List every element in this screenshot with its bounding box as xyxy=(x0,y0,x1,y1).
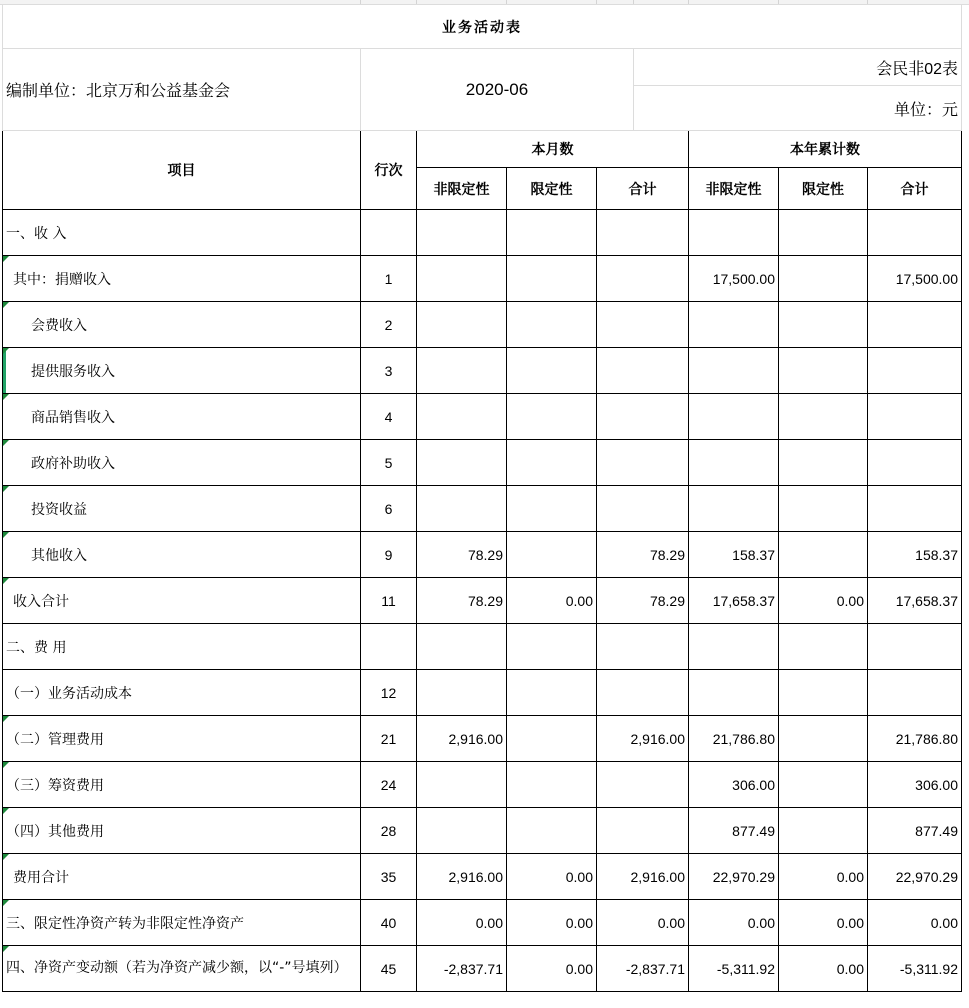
cell-year-unrestricted[interactable] xyxy=(689,394,779,440)
row-item[interactable]: 收入合计 xyxy=(3,578,361,624)
table-row xyxy=(3,486,962,532)
row-item[interactable]: 二、费 用 xyxy=(3,624,361,670)
header-month-unrestricted[interactable]: 非限定性 xyxy=(417,168,507,210)
comment-marker-icon xyxy=(3,716,9,722)
row-item[interactable]: 四、净资产变动额（若为净资产减少额，以“-”号填列） xyxy=(3,946,361,992)
header-month-total[interactable]: 合计 xyxy=(597,168,689,210)
table-row xyxy=(3,762,962,808)
cell-year-restricted[interactable] xyxy=(779,394,868,440)
table-row xyxy=(3,440,962,486)
cell-month-restricted[interactable]: 0.00 xyxy=(507,946,597,992)
cell-month-restricted[interactable] xyxy=(507,532,597,578)
cell-year-restricted[interactable] xyxy=(779,670,868,716)
cell-month-total[interactable]: 2,916.00 xyxy=(597,854,689,900)
cell-year-unrestricted[interactable]: 22,970.29 xyxy=(689,854,779,900)
comment-marker-icon xyxy=(3,578,9,584)
row-item[interactable]: 商品销售收入 xyxy=(3,394,361,440)
cell-year-total[interactable] xyxy=(868,210,962,256)
cell-month-unrestricted[interactable] xyxy=(417,440,507,486)
table-row xyxy=(3,394,962,440)
row-item[interactable]: 三、限定性净资产转为非限定性净资产 xyxy=(3,900,361,946)
comment-marker-icon xyxy=(3,394,9,400)
header-month[interactable]: 本月数 xyxy=(417,131,689,168)
cell-month-unrestricted[interactable] xyxy=(417,808,507,854)
header-month-restricted[interactable]: 限定性 xyxy=(507,168,597,210)
row-line[interactable]: 5 xyxy=(361,440,417,486)
header-year-restricted[interactable]: 限定性 xyxy=(779,168,868,210)
cell-year-unrestricted[interactable] xyxy=(689,210,779,256)
comment-marker-icon xyxy=(3,256,9,262)
comment-marker-icon xyxy=(3,532,9,538)
cell-year-restricted[interactable] xyxy=(779,302,868,348)
cell-month-total[interactable] xyxy=(597,670,689,716)
table-row xyxy=(3,716,962,762)
cell-year-unrestricted[interactable]: 306.00 xyxy=(689,762,779,808)
cell-year-total[interactable]: 21,786.80 xyxy=(868,716,962,762)
row-item[interactable]: 其中：捐赠收入 xyxy=(3,256,361,302)
cell-month-restricted[interactable]: 0.00 xyxy=(507,854,597,900)
table-row xyxy=(3,808,962,854)
row-item[interactable]: 一、收 入 xyxy=(3,210,361,256)
cell-month-total[interactable]: 2,916.00 xyxy=(597,716,689,762)
row-line[interactable]: 9 xyxy=(361,532,417,578)
comment-marker-icon xyxy=(3,440,9,446)
cell-year-total[interactable]: 306.00 xyxy=(868,762,962,808)
cell-year-total[interactable]: -5,311.92 xyxy=(868,946,962,992)
cell-month-total[interactable] xyxy=(597,762,689,808)
cell-year-unrestricted[interactable]: 21,786.80 xyxy=(689,716,779,762)
comment-marker-icon xyxy=(3,946,9,952)
cell-month-unrestricted[interactable] xyxy=(417,670,507,716)
comment-marker-icon xyxy=(3,854,9,860)
row-line[interactable]: 6 xyxy=(361,486,417,532)
cell-year-restricted[interactable]: 0.00 xyxy=(779,946,868,992)
cell-year-total[interactable] xyxy=(868,440,962,486)
form-code-cell[interactable]: 会民非02表 xyxy=(634,49,962,86)
cell-year-unrestricted[interactable]: 17,500.00 xyxy=(689,256,779,302)
table-row xyxy=(3,578,962,624)
comment-marker-icon xyxy=(3,486,9,492)
cell-month-unrestricted[interactable]: -2,837.71 xyxy=(417,946,507,992)
cell-year-restricted[interactable] xyxy=(779,256,868,302)
row-item[interactable]: （一）业务活动成本 xyxy=(3,670,361,716)
table-row xyxy=(3,302,962,348)
cell-month-unrestricted[interactable] xyxy=(417,302,507,348)
cell-month-unrestricted[interactable]: 2,916.00 xyxy=(417,854,507,900)
cell-year-unrestricted[interactable]: 17,658.37 xyxy=(689,578,779,624)
header-year-unrestricted[interactable]: 非限定性 xyxy=(689,168,779,210)
cell-month-total[interactable] xyxy=(597,440,689,486)
cell-month-total[interactable] xyxy=(597,348,689,394)
row-item[interactable]: 费用合计 xyxy=(3,854,361,900)
table-row xyxy=(3,670,962,716)
cell-month-restricted[interactable] xyxy=(507,624,597,670)
cell-month-total[interactable] xyxy=(597,486,689,532)
cell-month-unrestricted[interactable]: 2,916.00 xyxy=(417,716,507,762)
cell-month-restricted[interactable] xyxy=(507,486,597,532)
business-activity-sheet xyxy=(2,4,962,992)
cell-year-unrestricted[interactable] xyxy=(689,348,779,394)
header-year-total[interactable]: 合计 xyxy=(868,168,962,210)
header-row-no[interactable]: 行次 xyxy=(361,131,417,210)
row-item[interactable]: 政府补助收入 xyxy=(3,440,361,486)
cell-month-restricted[interactable]: 0.00 xyxy=(507,578,597,624)
selection-indicator xyxy=(3,348,6,393)
cell-year-restricted[interactable] xyxy=(779,624,868,670)
header-item[interactable]: 项目 xyxy=(3,131,361,210)
cell-month-restricted[interactable] xyxy=(507,302,597,348)
cell-month-restricted[interactable] xyxy=(507,348,597,394)
cell-month-total[interactable]: -2,837.71 xyxy=(597,946,689,992)
table-row xyxy=(3,256,962,302)
cell-month-unrestricted[interactable] xyxy=(417,256,507,302)
table-row xyxy=(3,946,962,992)
cell-month-total[interactable] xyxy=(597,210,689,256)
cell-year-unrestricted[interactable] xyxy=(689,302,779,348)
row-line[interactable]: 12 xyxy=(361,670,417,716)
cell-month-unrestricted[interactable] xyxy=(417,394,507,440)
cell-month-unrestricted[interactable] xyxy=(417,348,507,394)
cell-month-unrestricted[interactable] xyxy=(417,762,507,808)
cell-month-total[interactable] xyxy=(597,394,689,440)
cell-month-total[interactable] xyxy=(597,624,689,670)
cell-month-restricted[interactable] xyxy=(507,670,597,716)
cell-year-restricted[interactable] xyxy=(779,486,868,532)
cell-year-unrestricted[interactable]: 877.49 xyxy=(689,808,779,854)
cell-month-restricted[interactable] xyxy=(507,716,597,762)
cell-month-restricted[interactable] xyxy=(507,440,597,486)
cell-month-unrestricted[interactable]: 78.29 xyxy=(417,532,507,578)
row-line[interactable]: 28 xyxy=(361,808,417,854)
cell-month-total[interactable] xyxy=(597,302,689,348)
cell-year-restricted[interactable]: 0.00 xyxy=(779,578,868,624)
cell-year-restricted[interactable] xyxy=(779,532,868,578)
cell-year-restricted[interactable] xyxy=(779,716,868,762)
cell-year-unrestricted[interactable]: -5,311.92 xyxy=(689,946,779,992)
cell-month-unrestricted[interactable] xyxy=(417,486,507,532)
row-item[interactable]: 提供服务收入 xyxy=(3,348,361,394)
cell-month-total[interactable]: 0.00 xyxy=(597,900,689,946)
cell-year-unrestricted[interactable]: 0.00 xyxy=(689,900,779,946)
cell-month-restricted[interactable] xyxy=(507,256,597,302)
cell-month-unrestricted[interactable] xyxy=(417,210,507,256)
row-item[interactable]: 会费收入 xyxy=(3,302,361,348)
unit-cell[interactable]: 单位：元 xyxy=(634,86,962,131)
comment-marker-icon xyxy=(3,762,9,768)
row-line[interactable] xyxy=(361,210,417,256)
row-line[interactable]: 2 xyxy=(361,302,417,348)
comment-marker-icon xyxy=(3,302,9,308)
cell-year-restricted[interactable] xyxy=(779,440,868,486)
comment-marker-icon xyxy=(3,900,9,906)
header-year[interactable]: 本年累计数 xyxy=(689,131,962,168)
cell-year-total[interactable] xyxy=(868,348,962,394)
row-item[interactable]: （四）其他费用 xyxy=(3,808,361,854)
cell-year-total[interactable] xyxy=(868,670,962,716)
cell-year-unrestricted[interactable]: 158.37 xyxy=(689,532,779,578)
cell-year-restricted[interactable] xyxy=(779,762,868,808)
table-row xyxy=(3,348,962,394)
org-cell[interactable]: 编制单位：北京万和公益基金会 xyxy=(3,49,361,131)
row-line[interactable]: 45 xyxy=(361,946,417,992)
cell-year-total[interactable]: 17,500.00 xyxy=(868,256,962,302)
cell-year-unrestricted[interactable] xyxy=(689,670,779,716)
page-title[interactable]: 业务活动表 xyxy=(3,5,962,49)
cell-year-unrestricted[interactable] xyxy=(689,440,779,486)
cell-year-restricted[interactable]: 0.00 xyxy=(779,900,868,946)
row-item[interactable]: （三）筹资费用 xyxy=(3,762,361,808)
cell-year-total[interactable]: 877.49 xyxy=(868,808,962,854)
cell-year-restricted[interactable] xyxy=(779,808,868,854)
row-item[interactable]: 投资收益 xyxy=(3,486,361,532)
row-line[interactable] xyxy=(361,624,417,670)
table-row xyxy=(3,854,962,900)
row-line[interactable]: 35 xyxy=(361,854,417,900)
cell-year-total[interactable]: 17,658.37 xyxy=(868,578,962,624)
comment-marker-icon xyxy=(3,348,9,354)
row-line[interactable]: 11 xyxy=(361,578,417,624)
table-row xyxy=(3,900,962,946)
cell-month-unrestricted[interactable] xyxy=(417,624,507,670)
cell-year-total[interactable]: 0.00 xyxy=(868,900,962,946)
cell-month-total[interactable]: 78.29 xyxy=(597,578,689,624)
cell-month-restricted[interactable]: 0.00 xyxy=(507,900,597,946)
row-item[interactable]: 其他收入 xyxy=(3,532,361,578)
cell-month-restricted[interactable] xyxy=(507,808,597,854)
cell-month-total[interactable] xyxy=(597,256,689,302)
cell-month-unrestricted[interactable]: 78.29 xyxy=(417,578,507,624)
row-line[interactable]: 1 xyxy=(361,256,417,302)
row-line[interactable]: 4 xyxy=(361,394,417,440)
cell-month-unrestricted[interactable]: 0.00 xyxy=(417,900,507,946)
row-line[interactable]: 21 xyxy=(361,716,417,762)
cell-year-total[interactable] xyxy=(868,302,962,348)
cell-year-unrestricted[interactable] xyxy=(689,624,779,670)
cell-year-unrestricted[interactable] xyxy=(689,486,779,532)
comment-marker-icon xyxy=(3,808,9,814)
row-item[interactable]: （二）管理费用 xyxy=(3,716,361,762)
cell-year-restricted[interactable]: 0.00 xyxy=(779,854,868,900)
cell-year-total[interactable]: 158.37 xyxy=(868,532,962,578)
cell-month-restricted[interactable] xyxy=(507,210,597,256)
cell-month-restricted[interactable] xyxy=(507,762,597,808)
cell-year-total[interactable] xyxy=(868,486,962,532)
period-cell[interactable]: 2020-06 xyxy=(361,49,634,131)
row-line[interactable]: 3 xyxy=(361,348,417,394)
cell-year-restricted[interactable] xyxy=(779,210,868,256)
table-row xyxy=(3,532,962,578)
table-row xyxy=(3,624,962,670)
cell-year-total[interactable] xyxy=(868,394,962,440)
cell-year-restricted[interactable] xyxy=(779,348,868,394)
table-row xyxy=(3,210,962,256)
cell-month-total[interactable] xyxy=(597,808,689,854)
row-line[interactable]: 24 xyxy=(361,762,417,808)
cell-month-restricted[interactable] xyxy=(507,394,597,440)
cell-year-total[interactable]: 22,970.29 xyxy=(868,854,962,900)
cell-month-total[interactable]: 78.29 xyxy=(597,532,689,578)
cell-year-total[interactable] xyxy=(868,624,962,670)
row-line[interactable]: 40 xyxy=(361,900,417,946)
